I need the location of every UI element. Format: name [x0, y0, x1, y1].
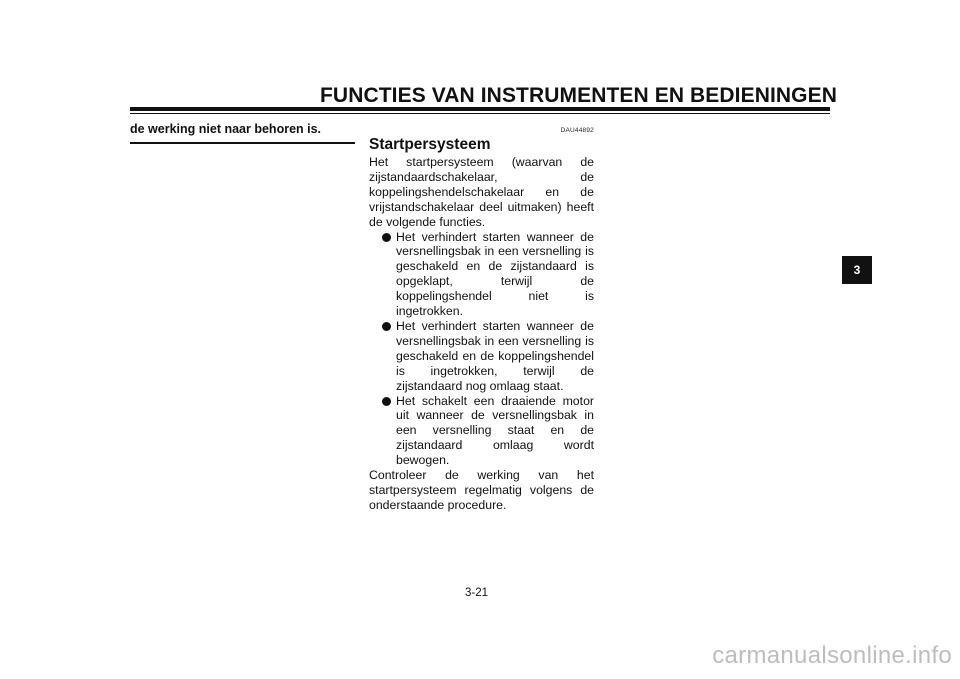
left-column [130, 122, 355, 144]
header-rule-thin [130, 113, 830, 114]
left-column-text: de werking niet naar behoren is. [130, 122, 322, 136]
left-column-rule [130, 142, 355, 144]
bullet-icon [382, 233, 391, 242]
section-intro: Het startpersysteem (waarvan de zijstandaardschakelaar, de koppelingshendelschakelaar en de vrijstandschakelaar deel uitmaken) heeft de volgende functies. [369, 155, 594, 229]
list-item [369, 394, 594, 469]
bullet-icon [382, 397, 391, 406]
chapter-tab: 3 [842, 256, 872, 284]
bullet-text: Het verhindert starten wanneer de versnellingsbak in een versnelling is geschakeld en de zijstandaard is opgeklapt, terwijl de koppelingshendel niet is ingetrokken. [396, 229, 594, 319]
page-number: 3-21 [465, 587, 489, 599]
header-rule [130, 107, 830, 111]
bullet-text: Het schakelt een draaiende motor uit wanneer de versnellingsbak in een versnelling staat en de zijstandaard omlaag wordt bewogen. [396, 393, 594, 468]
bullet-icon [382, 322, 391, 331]
bullet-text: Het verhindert starten wanneer de versnellingsbak in een versnelling is geschakeld en de koppelingshendel is ingetrokken, terwijl de zijstandaard nog omlaag staat. [396, 318, 594, 393]
section-code: DAU44892 [560, 127, 594, 134]
watermark: carmanualsonline.info [712, 642, 952, 669]
bullet-list [369, 230, 594, 469]
section-heading: Startpersysteem [369, 136, 491, 153]
page-title: FUNCTIES VAN INSTRUMENTEN EN BEDIENINGEN [320, 84, 837, 107]
section-startpersysteem [369, 127, 594, 513]
list-item [369, 230, 594, 319]
section-closing: Controleer de werking van het startpersysteem regelmatig volgens de onderstaande procedure. [369, 468, 594, 512]
list-item [369, 319, 594, 394]
